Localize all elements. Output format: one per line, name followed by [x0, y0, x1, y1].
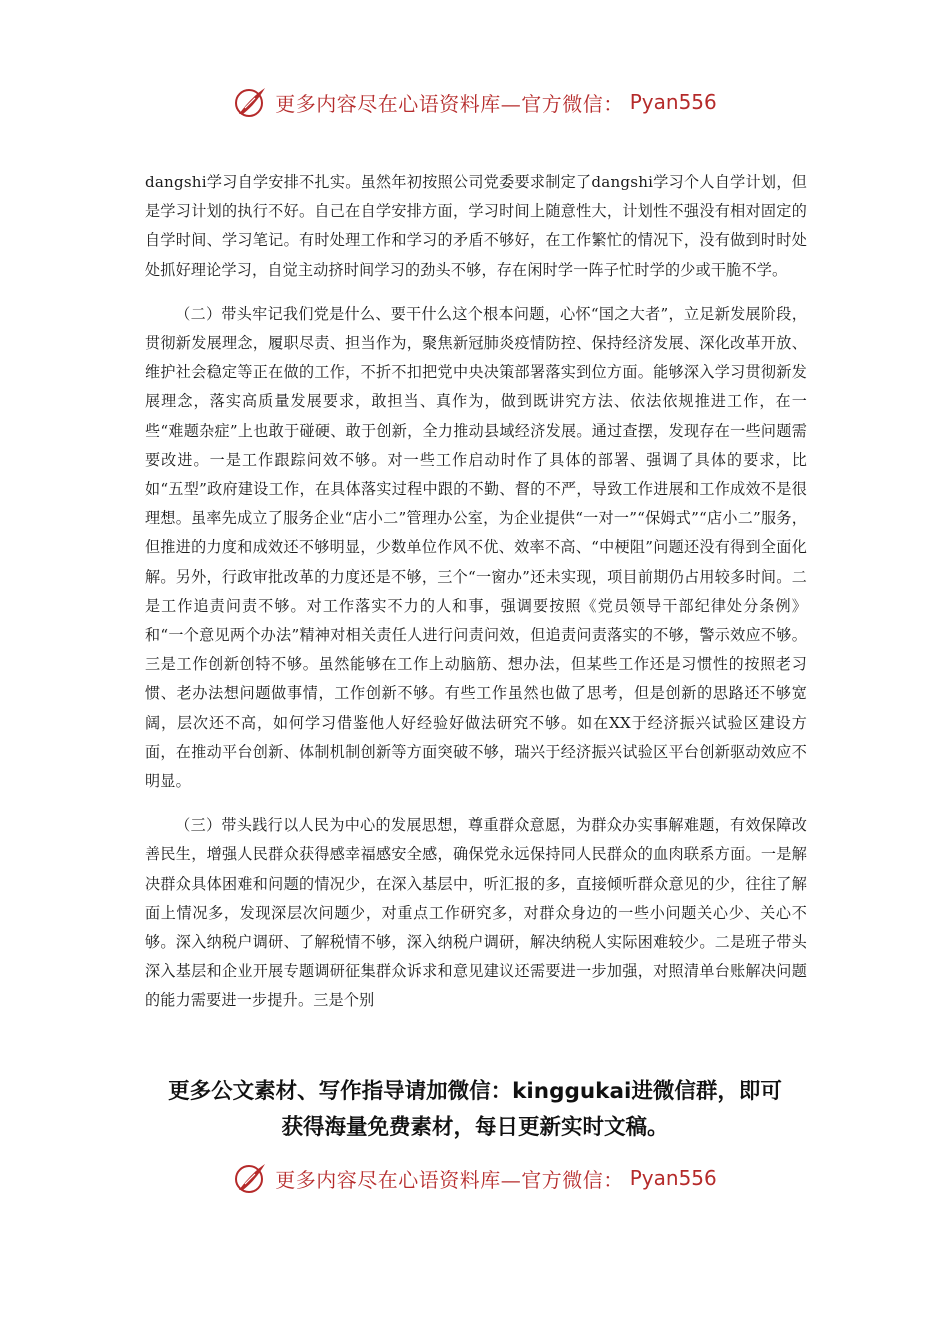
promo-notice — [110, 1074, 840, 1146]
document-body — [145, 168, 807, 1016]
paragraph-1: dangshi学习自学安排不扎实。虽然年初按照公司党委要求制定了dangshi学习个人自学计划，但是学习计划的执行不好。自己在自学安排方面，学习时间上随意性大，计划性不强没有相对固定的自学时间、学习笔记。有时处理工作和学习的矛盾不够好，在工作繁忙的情况下，没有做到时时处处抓好理论学习，自觉主动挤时间学习的劲头不够，存在闲时学一阵子忙时学的少或干脆不学。 — [145, 173, 807, 279]
footer-banner-text: 更多内容尽在心语资料库—官方微信： — [275, 1167, 624, 1192]
quill-pen-logo-icon — [233, 84, 269, 120]
footer-banner-inner — [233, 1160, 717, 1196]
promo-line-2: 获得海量免费素材，每日更新实时文稿。 — [281, 1115, 669, 1140]
header-banner-text: 更多内容尽在心语资料库—官方微信： — [275, 91, 624, 116]
header-wechat-id: Pyan556 — [629, 90, 717, 114]
header-banner — [0, 82, 950, 122]
quill-pen-logo-icon — [233, 1160, 269, 1196]
footer-banner — [0, 1158, 950, 1198]
paragraph-3: （三）带头践行以人民为中心的发展思想，尊重群众意愿，为群众办实事解难题，有效保障改善民生，增强人民群众获得感幸福感安全感，确保党永远保持同人民群众的血肉联系方面。一是解决群众具体困难和问题的情况少，在深入基层中，听汇报的多，直接倾听群众意见的少，往往了解面上情况多，发现深层次问题少，对重点工作研究多，对群众身边的一些小问题关心少、关心不够。深入纳税户调研、了解税情不够，深入纳税户调研，解决纳税人实际困难较少。二是班子带头深入基层和企业开展专题调研征集群众诉求和意见建议还需要进一步加强，对照清单台账解决问题的能力需要进一步提升。三是个别 — [145, 816, 807, 1010]
paragraph-2: （二）带头牢记我们党是什么、要干什么这个根本问题，心怀“国之大者”，立足新发展阶段，贯彻新发展理念，履职尽责、担当作为，聚焦新冠肺炎疫情防控、保持经济发展、深化改革开放、维护社会稳定等正在做的工作，不折不扣把党中央决策部署落实到位方面。能够深入学习贯彻新发展理念，落实高质量发展要求，敢担当、真作为，做到既讲究方法、依法依规推进工作，在一些“难题杂症”上也敢于碰硬、敢于创新，全力推动县域经济发展。通过查摆，发现存在一些问题需要改进。一是工作跟踪问效不够。对一些工作启动时作了具体的部署、强调了具体的要求，比如“五型”政府建设工作，在具体落实过程中跟的不勤、督的不严，导致工作进展和工作成效不是很理想。虽率先成立了服务企业“店小二”管理办公室，为企业提供“一对一”“保姆式”“店小二”服务，但推进的力度和成效还不够明显，少数单位作风不优、效率不高、“中梗阻”问题还没有得到全面化解。另外，行政审批改革的力度还是不够，三个“一窗办”还未实现，项目前期仍占用较多时间。二是工作追责问责不够。对工作落实不力的人和事，强调要按照《党员领导干部纪律处分条例》和“一个意见两个办法”精神对相关责任人进行问责问效，但追责问责落实的不够，警示效应不够。三是工作创新创特不够。虽然能够在工作上动脑筋、想办法，但某些工作还是习惯性的按照老习惯、老办法想问题做事情，工作创新不够。有些工作虽然也做了思考，但是创新的思路还不够宽阔，层次还不高，如何学习借鉴他人好经验好做法研究不够。如在XX于经济振兴试验区建设方面，在推动平台创新、体制机制创新等方面突破不够，瑞兴于经济振兴试验区平台创新驱动效应不明显。 — [145, 304, 807, 791]
header-banner-inner — [233, 84, 717, 120]
promo-line-1: 更多公文素材、写作指导请加微信：kinggukai进微信群，即可 — [168, 1079, 782, 1104]
footer-wechat-id: Pyan556 — [629, 1166, 717, 1190]
